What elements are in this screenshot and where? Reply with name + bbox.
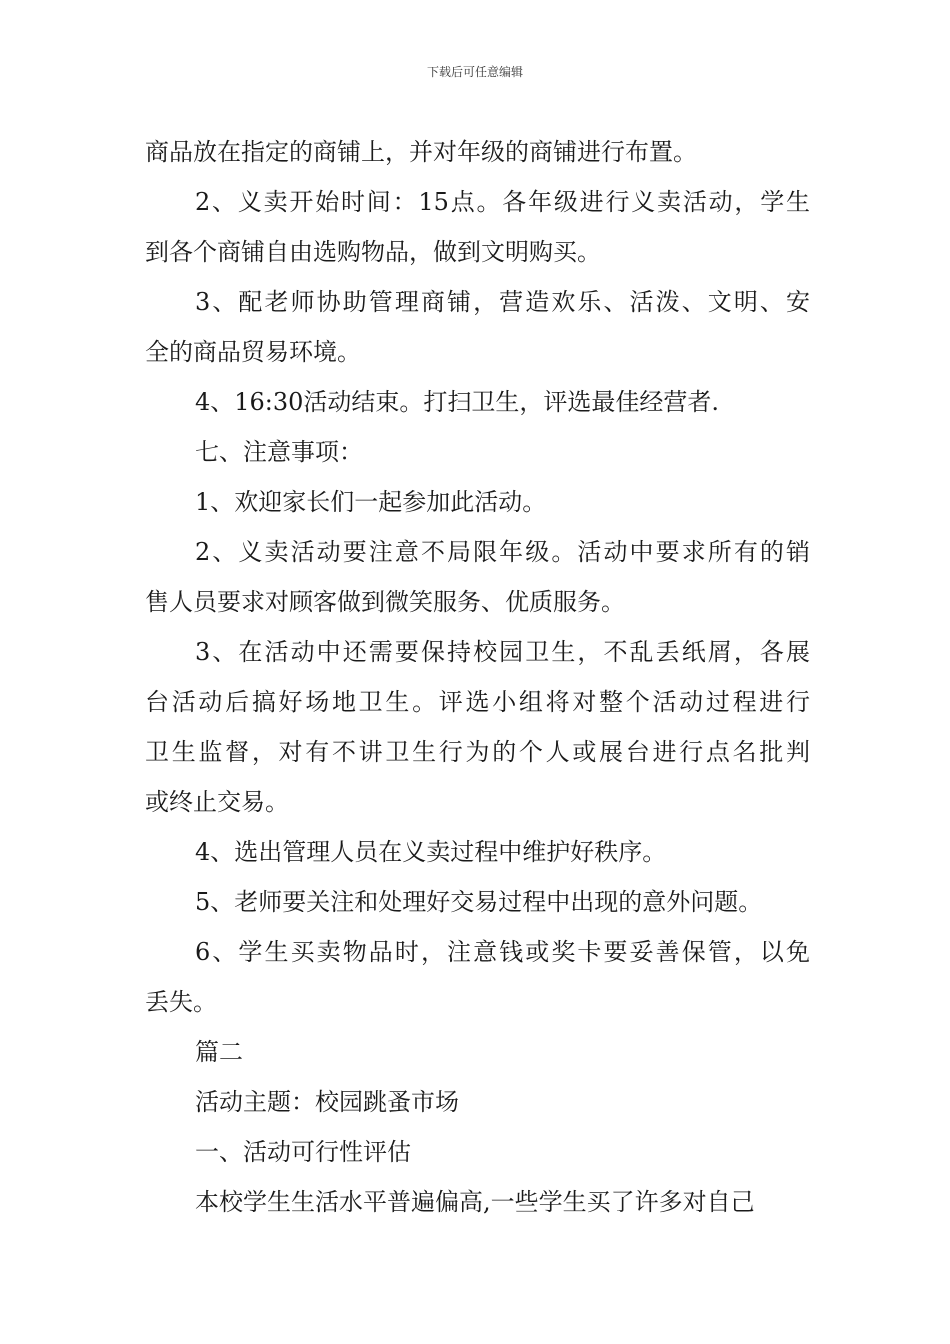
text-line: 售人员要求对顾客做到微笑服务、优质服务。 [145,588,625,616]
text-line: 商品放在指定的商铺上，并对年级的商铺进行布置。 [145,138,697,166]
paragraph [145,127,810,177]
paragraph [145,1127,810,1177]
text-line: 活动主题：校园跳蚤市场 [195,1088,459,1116]
text-line: 篇二 [195,1038,243,1066]
text-line: 七、注意事项： [195,438,363,466]
paragraph [145,877,810,927]
text-line: 台活动后搞好场地卫生。评选小组将对整个活动过程进行 [145,688,810,716]
paragraph [145,1177,810,1227]
text-line: 5、老师要关注和处理好交易过程中出现的意外问题。 [195,888,763,916]
text-line: 到各个商铺自由选购物品，做到文明购买。 [145,238,601,266]
paragraph [145,627,810,827]
text-line: 丢失。 [145,988,217,1016]
text-line: 1、欢迎家长们一起参加此活动。 [195,488,547,516]
paragraph [145,427,810,477]
text-line: 2、义卖开始时间：15点。各年级进行义卖活动，学生 [195,188,810,216]
text-line: 4、16:30活动结束。打扫卫生，评选最佳经营者. [195,388,720,416]
paragraph [145,1027,810,1077]
text-line: 4、选出管理人员在义卖过程中维护好秩序。 [195,838,667,866]
paragraph [145,1077,810,1127]
text-line: 全的商品贸易环境。 [145,338,361,366]
text-line: 或终止交易。 [145,788,289,816]
paragraph [145,927,810,1027]
text-line: 2、义卖活动要注意不局限年级。活动中要求所有的销 [195,538,810,566]
paragraph [145,477,810,527]
page-header: 下载后可任意编辑 [426,65,523,79]
text-line: 6、学生买卖物品时，注意钱或奖卡要妥善保管，以免 [195,938,810,966]
text-line: 一、活动可行性评估 [195,1138,411,1166]
paragraph [145,527,810,627]
paragraph [145,377,810,427]
text-line: 本校学生生活水平普遍偏高,一些学生买了许多对自己 [195,1188,755,1216]
text-line: 卫生监督，对有不讲卫生行为的个人或展台进行点名批判 [145,738,810,766]
paragraph [145,827,810,877]
text-line: 3、配老师协助管理商铺，营造欢乐、活泼、文明、安 [195,288,810,316]
paragraph [145,177,810,277]
paragraph [145,277,810,377]
document-body [145,127,810,1227]
text-line: 3、在活动中还需要保持校园卫生，不乱丢纸屑，各展 [195,638,810,666]
